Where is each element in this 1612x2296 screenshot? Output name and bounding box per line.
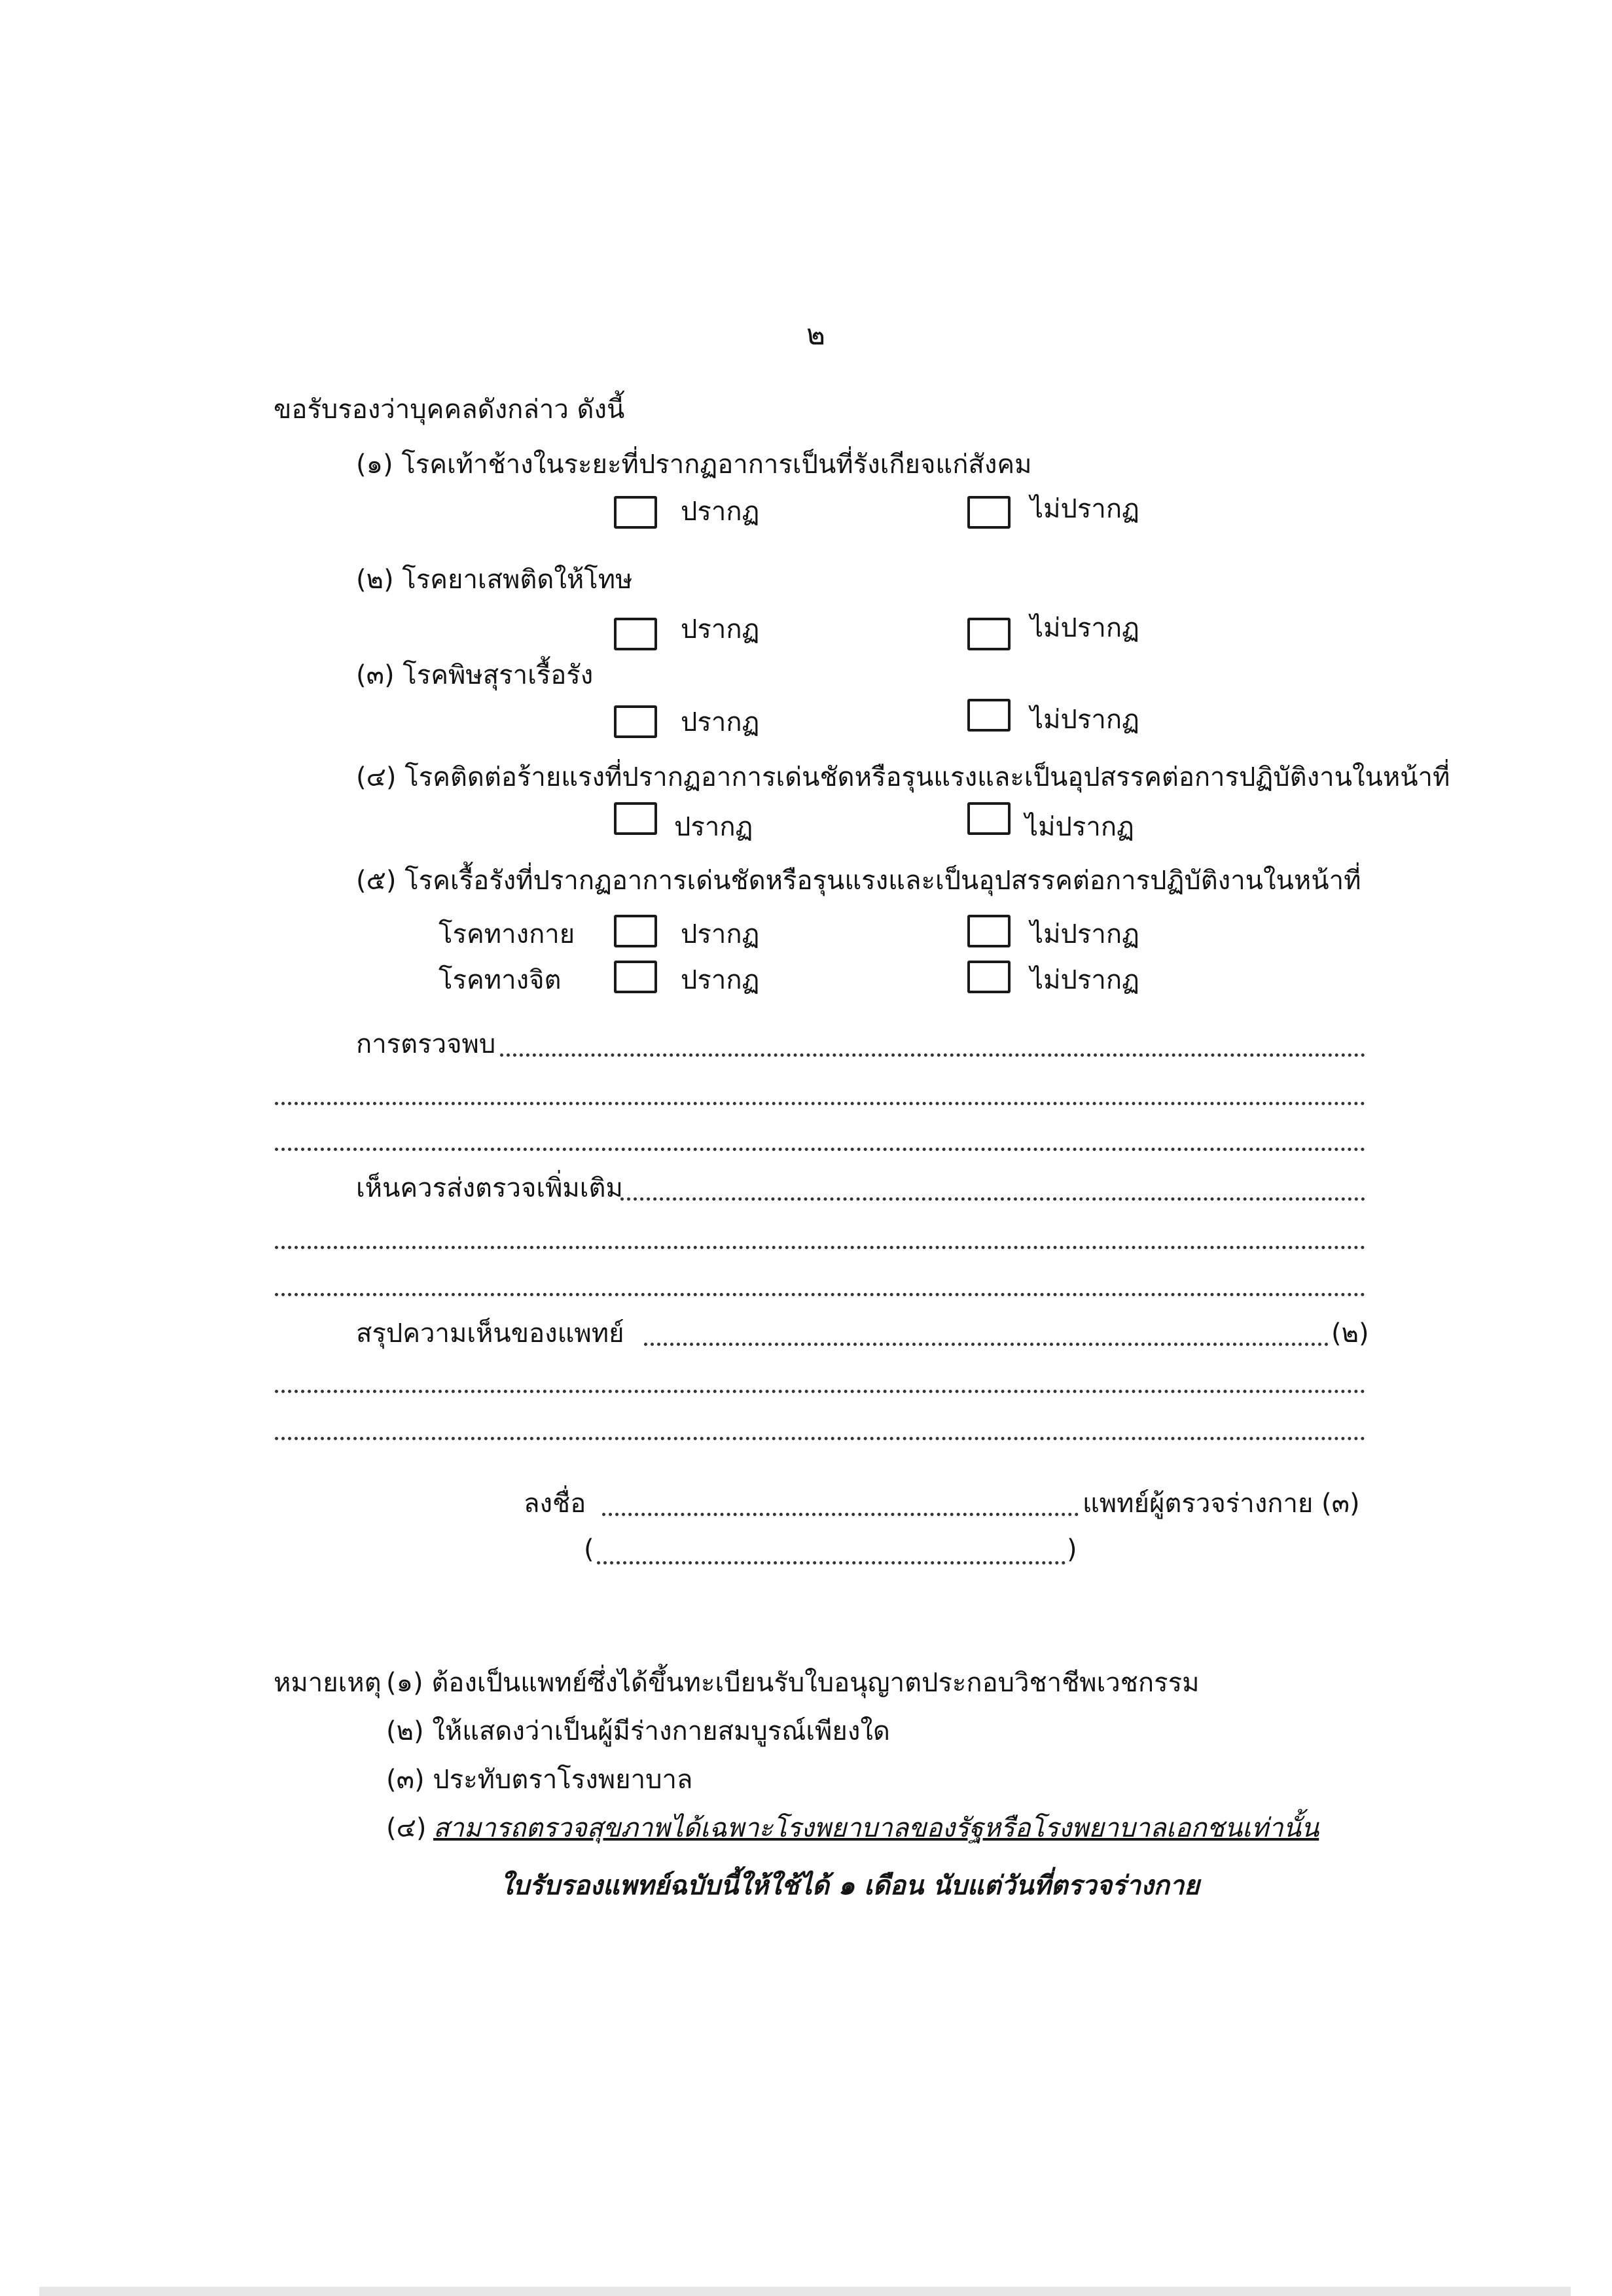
- note-1: (๑) ต้องเป็นแพทย์ซึ่งได้ขึ้นทะเบียนรับใบอนุญาตประกอบวิชาชีพเวชกรรม: [386, 1668, 1200, 1698]
- validity-note: ใบรับรองแพทย์ฉบับนี้ให้ใช้ได้ ๑ เดือน นับแต่วันที่ตรวจร่างกาย: [500, 1871, 1200, 1901]
- item-5-mental-absent-label: ไม่ปรากฏ: [1030, 965, 1139, 995]
- further-exam-label: เห็นควรส่งตรวจเพิ่มเติม: [356, 1173, 623, 1203]
- item-3-label: (๓) โรคพิษสุราเรื้อรัง: [356, 660, 594, 690]
- notes-label: หมายเหตุ: [274, 1668, 382, 1698]
- item-5-physical-label: โรคทางกาย: [439, 919, 575, 949]
- name-line[interactable]: [597, 1561, 1066, 1564]
- summary-label: สรุปความเห็นของแพทย์: [356, 1318, 624, 1349]
- item-2-absent-label: ไม่ปรากฏ: [1030, 613, 1139, 643]
- item-1-absent-label: ไม่ปรากฏ: [1030, 494, 1139, 524]
- findings-line-1[interactable]: [500, 1053, 1365, 1057]
- item-4-absent-label: ไม่ปรากฏ: [1025, 812, 1134, 842]
- signature-role: แพทย์ผู้ตรวจร่างกาย (๓): [1083, 1489, 1360, 1519]
- page-number: ๒: [806, 318, 826, 351]
- item-3-present-label: ปรากฏ: [681, 707, 760, 737]
- summary-line-2[interactable]: [275, 1390, 1365, 1393]
- item-5-physical-present-checkbox[interactable]: [614, 915, 657, 947]
- item-5-mental-label: โรคทางจิต: [439, 965, 562, 995]
- item-1-present-label: ปรากฏ: [681, 497, 760, 527]
- item-5-mental-absent-checkbox[interactable]: [967, 961, 1011, 993]
- item-4-absent-checkbox[interactable]: [967, 802, 1011, 835]
- scan-edge: [39, 2287, 1571, 2296]
- item-5-mental-present-checkbox[interactable]: [614, 961, 657, 993]
- signature-line[interactable]: [602, 1513, 1079, 1516]
- summary-line-3[interactable]: [275, 1437, 1365, 1440]
- findings-line-2[interactable]: [275, 1102, 1365, 1105]
- summary-suffix: (๒): [1331, 1318, 1369, 1349]
- name-close-paren: ): [1067, 1534, 1077, 1564]
- item-2-label: (๒) โรคยาเสพติดให้โทษ: [356, 565, 633, 595]
- item-2-absent-checkbox[interactable]: [967, 618, 1011, 650]
- item-5-mental-present-label: ปรากฏ: [681, 965, 760, 995]
- findings-line-3[interactable]: [275, 1148, 1365, 1151]
- note-2: (๒) ให้แสดงว่าเป็นผู้มีร่างกายสมบูรณ์เพียงใด: [386, 1716, 890, 1746]
- item-5-physical-present-label: ปรากฏ: [681, 919, 760, 949]
- further-exam-line-2[interactable]: [275, 1246, 1365, 1249]
- name-open-paren: (: [584, 1534, 594, 1564]
- item-4-present-label: ปรากฏ: [674, 812, 753, 842]
- item-3-absent-label: ไม่ปรากฏ: [1030, 705, 1139, 735]
- note-3: (๓) ประทับตราโรงพยาบาล: [386, 1765, 693, 1795]
- item-4-present-checkbox[interactable]: [614, 802, 657, 835]
- summary-line-1[interactable]: [644, 1343, 1329, 1346]
- intro-text: ขอรับรองว่าบุคคลดังกล่าว ดังนี้: [274, 395, 625, 425]
- signature-label: ลงชื่อ: [524, 1489, 586, 1519]
- item-4-label: (๔) โรคติดต่อร้ายแรงที่ปรากฏอาการเด่นชัดหรือรุนแรงและเป็นอุปสรรคต่อการปฏิบัติงานในหน้าที่: [356, 762, 1450, 792]
- item-5-physical-absent-checkbox[interactable]: [967, 915, 1011, 947]
- item-1-label: (๑) โรคเท้าช้างในระยะที่ปรากฏอาการเป็นที่รังเกียจแก่สังคม: [356, 450, 1032, 480]
- item-5-label: (๕) โรคเรื้อรังที่ปรากฏอาการเด่นชัดหรือรุนแรงและเป็นอุปสรรคต่อการปฏิบัติงานในหน้าที่: [356, 866, 1361, 896]
- item-3-absent-checkbox[interactable]: [967, 699, 1011, 732]
- findings-label: การตรวจพบ: [356, 1029, 496, 1059]
- item-1-absent-checkbox[interactable]: [967, 496, 1011, 529]
- item-2-present-checkbox[interactable]: [614, 618, 657, 650]
- item-1-present-checkbox[interactable]: [614, 496, 657, 529]
- item-2-present-label: ปรากฏ: [681, 614, 760, 645]
- item-5-physical-absent-label: ไม่ปรากฏ: [1030, 919, 1139, 949]
- further-exam-line-1[interactable]: [620, 1197, 1365, 1201]
- further-exam-line-3[interactable]: [275, 1293, 1365, 1296]
- item-3-present-checkbox[interactable]: [614, 705, 657, 738]
- note-4-text: สามารถตรวจสุขภาพได้เฉพาะโรงพยาบาลของรัฐหรือโรงพยาบาลเอกชนเท่านั้น: [433, 1813, 1319, 1843]
- note-4-number: (๔): [386, 1813, 427, 1843]
